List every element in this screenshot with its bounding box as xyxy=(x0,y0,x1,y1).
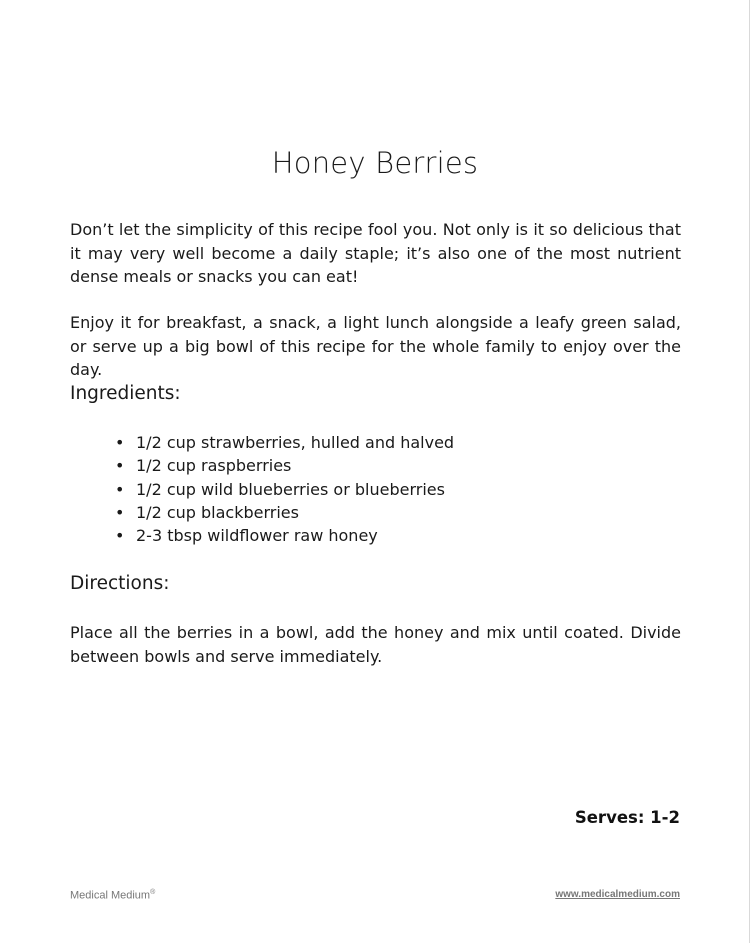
ingredient-text: 1/2 cup strawberries, hulled and halved xyxy=(136,433,455,452)
intro-paragraph-1: Don’t let the simplicity of this recipe fool you. Not only is it so delicious that it may very well become a daily staple; it’s also one of the most nutrient dense meals or snacks you can eat! xyxy=(70,220,681,286)
ingredient-list xyxy=(115,431,455,547)
bullet-icon: • xyxy=(115,479,125,499)
footer-brand xyxy=(70,889,155,902)
ingredient-item xyxy=(115,478,454,501)
directions-heading: Directions: xyxy=(70,573,170,594)
ingredient-text: 2-3 tbsp wildflower raw honey xyxy=(136,526,378,546)
recipe-title: Honey Berries xyxy=(271,146,479,180)
ingredient-text: 1/2 cup wild blueberries or blueberries xyxy=(136,479,445,499)
registered-mark: ® xyxy=(150,889,156,896)
bullet-icon: • xyxy=(115,502,125,522)
footer-brand-text: Medical Medium xyxy=(70,889,151,902)
ingredient-item xyxy=(115,524,454,547)
ingredients-heading: Ingredients: xyxy=(70,383,181,404)
intro-paragraph-2: Enjoy it for breakfast, a snack, a light lunch alongside a leafy green salad, or serve up a big bowl of this recipe for the whole family to enjoy over the day. xyxy=(70,313,681,379)
footer-website-link[interactable]: www.medicalmedium.com xyxy=(555,889,680,900)
directions-paragraph: Place all the berries in a bowl, add the honey and mix until coated. Divide between bowls and serve immediately. xyxy=(70,623,681,666)
bullet-icon: • xyxy=(115,433,125,452)
bullet-icon: • xyxy=(115,456,125,476)
serves-label: Serves: 1-2 xyxy=(574,808,680,827)
ingredient-item xyxy=(115,454,454,477)
bullet-icon: • xyxy=(115,526,125,546)
ingredient-item xyxy=(115,431,455,454)
ingredient-item xyxy=(115,501,454,524)
ingredient-text: 1/2 cup blackberries xyxy=(136,502,299,522)
ingredient-text: 1/2 cup raspberries xyxy=(136,456,292,476)
